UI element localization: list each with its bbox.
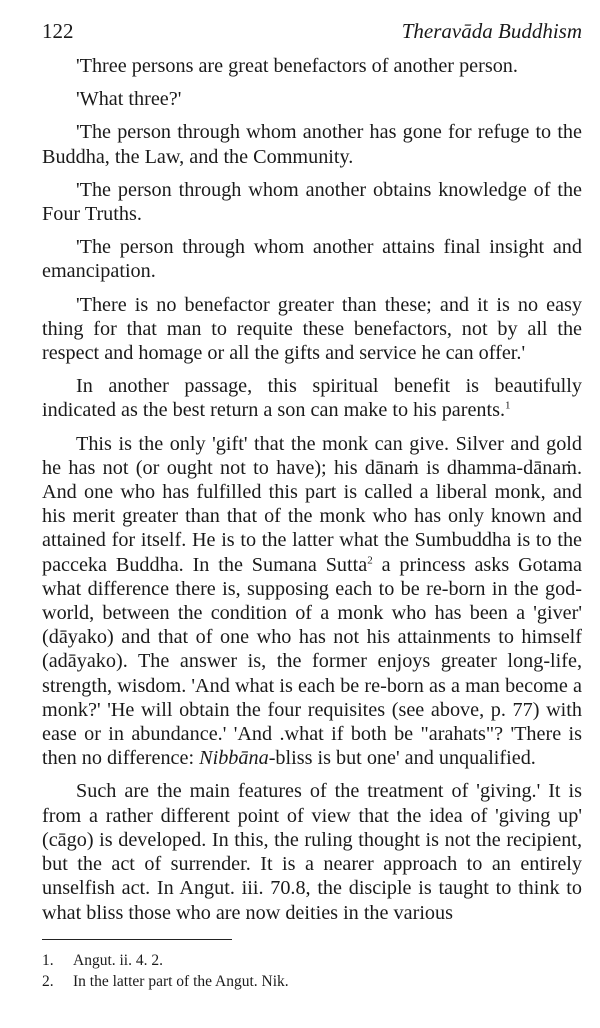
footnotes (42, 950, 582, 992)
italic-term: Nibbāna (199, 747, 269, 770)
paragraph: 'The person through whom another obtains knowledge of the Four Truths. (42, 178, 582, 226)
paragraph-text: -bliss is but one' and unqualified. (268, 747, 536, 770)
footnote-ref: 2 (367, 553, 373, 566)
footnote-divider (42, 939, 232, 940)
paragraph (42, 432, 582, 771)
paragraph (42, 374, 582, 422)
footnote-text: Angut. ii. 4. 2. (73, 951, 163, 969)
page-number: 122 (42, 19, 74, 43)
paragraph: 'What three?' (76, 88, 182, 111)
footnote (42, 950, 582, 971)
footnote-number: 2. (42, 972, 54, 990)
running-title: Theravāda Buddhism (401, 19, 582, 43)
paragraph-text: a princess asks Gotama what difference there is, supposing each to be re-born in the god-world, between the condition of a monk who has been a 'giver' (dāyako) and that of one who has not his attainments to himself (adāyako). The answer is, the former enjoys greater long-life, strength, wisdom. 'And what is each be re-born as a man become a monk?' 'He will obtain the four requisites (see above, p. 77) with ease or in abundance.' 'And .what if both be "arahats"? 'There is then no difference: (42, 553, 582, 770)
body-text (42, 54, 582, 925)
paragraph: 'There is no benefactor greater than these; and it is no easy thing for that man to requite these benefactors, not by all the respect and homage or all the gifts and service he can offer.' (42, 293, 582, 365)
running-header (42, 18, 582, 44)
footnote-ref: 1 (505, 399, 511, 412)
footnote-text: In the latter part of the Angut. Nik. (73, 972, 289, 990)
paragraph: 'The person through whom another has gone for refuge to the Buddha, the Law, and the Community. (42, 121, 582, 168)
paragraph: 'The person through whom another attains final insight and emancipation. (42, 236, 582, 283)
footnote-number: 1. (42, 951, 54, 969)
paragraph: 'Three persons are great benefactors of another person. (76, 55, 518, 77)
footnote (42, 971, 582, 992)
paragraph-text: In another passage, this spiritual benefit is beautifully indicated as the best return a son can make to his parents. (42, 375, 582, 422)
book-page (42, 18, 582, 992)
paragraph: Such are the main features of the treatment of 'giving.' It is from a rather different point of view that the idea of 'giving up' (cāgo) is developed. In this, the ruling thought is not the recipient, but the act of surrender. It is a nearer approach to an entirely unselfish act. In Angut. iii. 70.8, the disciple is taught to think to what bliss those who are now deities in the various (42, 780, 582, 924)
paragraph-text: This is the only 'gift' that the monk can give. Silver and gold he has not (or ought not to have); his dānaṁ is dhamma-dānaṁ. And one who has fulfilled this part is called a liberal monk, and his merit greater than that of the monk who has only known and attained for itself. He is to the latter what the Sumbuddha is to the pacceka Buddha. In the Sumana Sutta (42, 432, 582, 576)
